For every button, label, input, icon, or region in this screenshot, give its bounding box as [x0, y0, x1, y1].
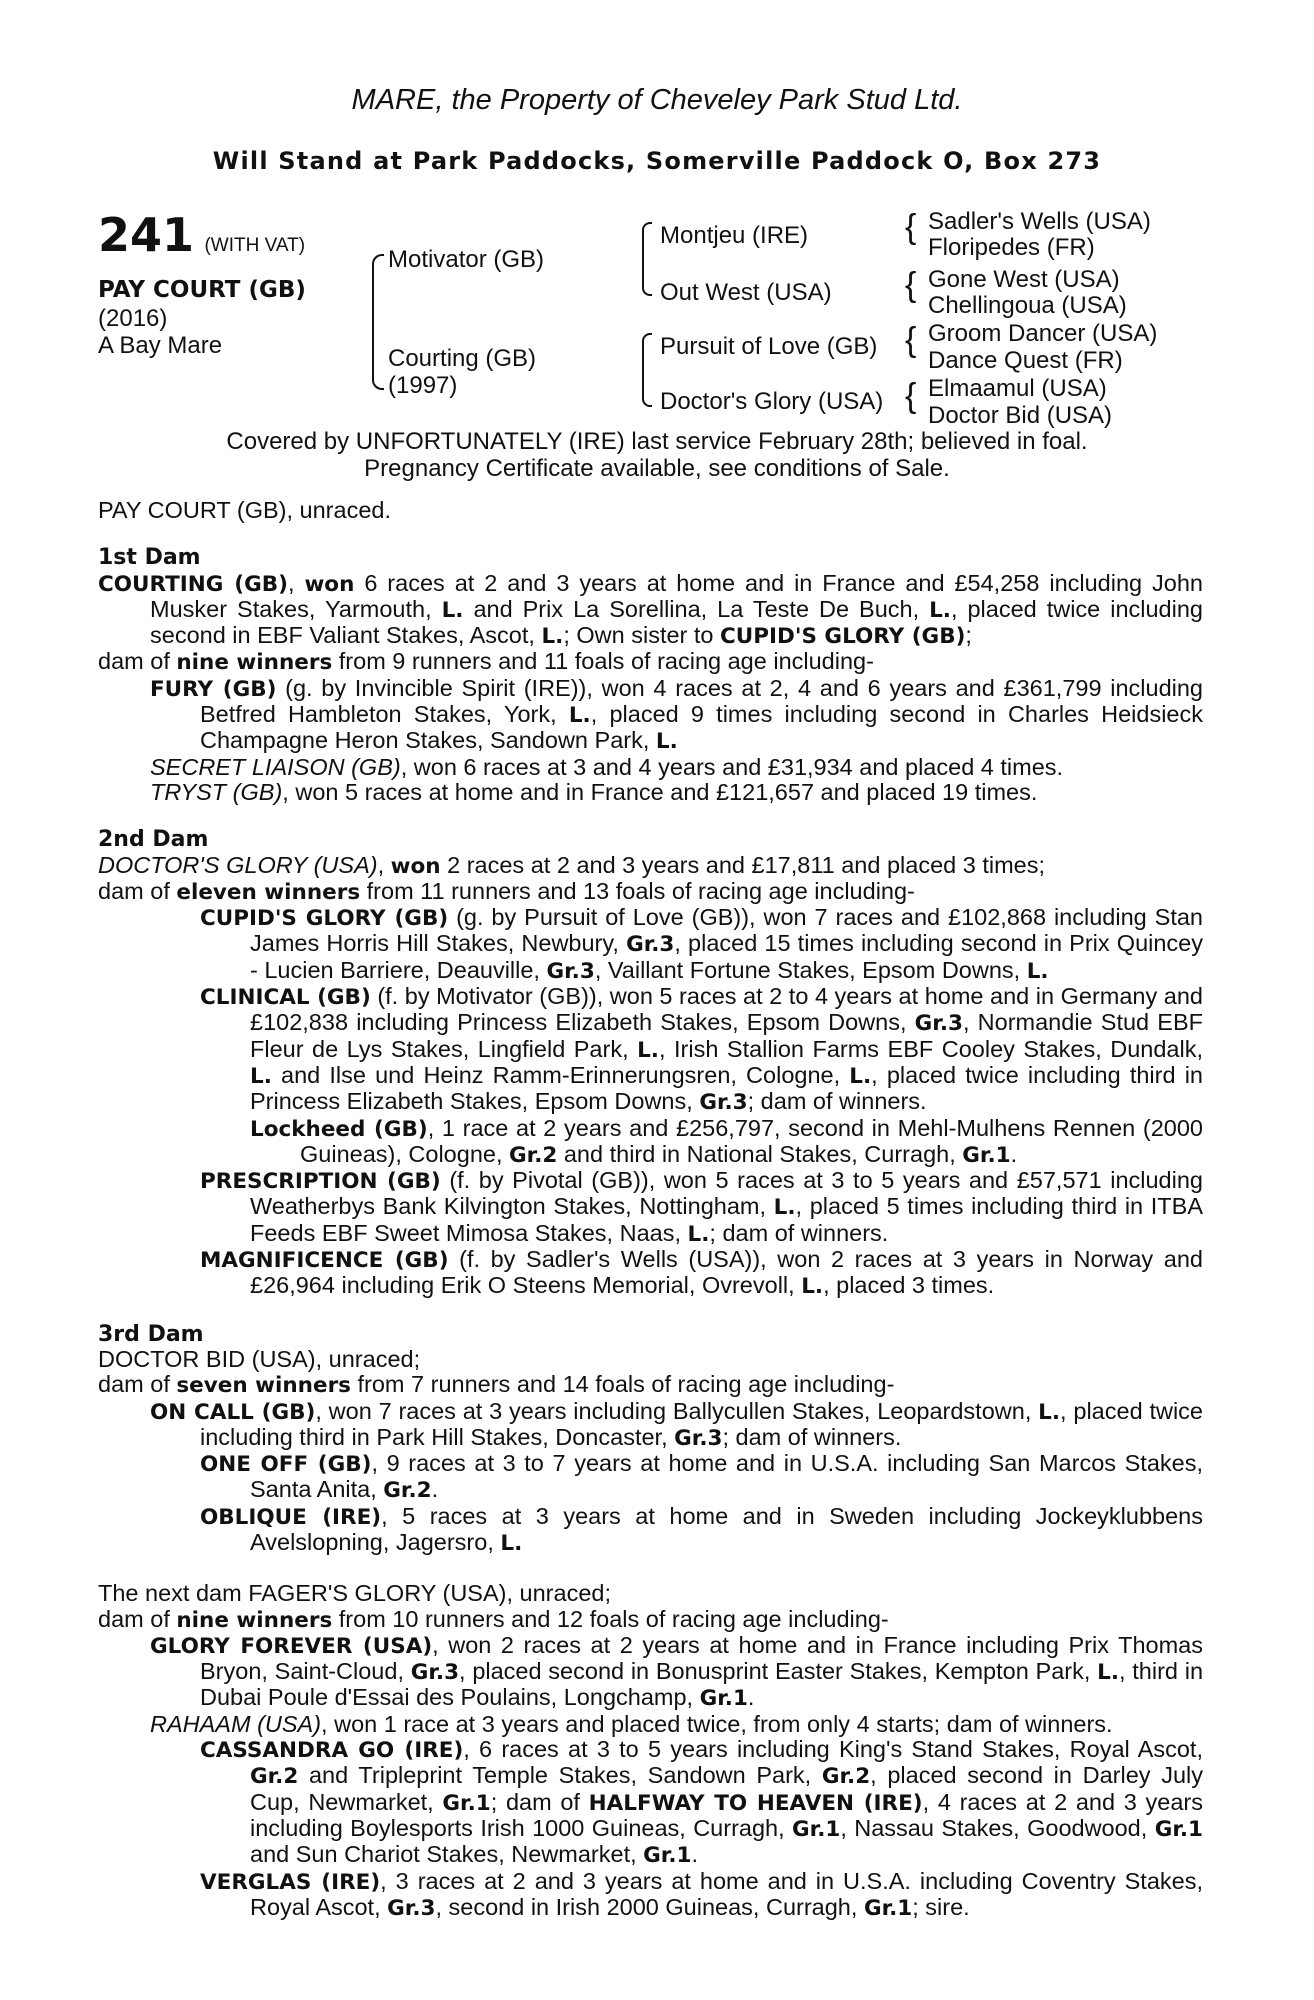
sire-bracket [372, 254, 384, 390]
brace: { [905, 321, 917, 359]
produce-magnificence: MAGNIFICENCE (GB) (f. by Sadler's Wells (USA)), won 2 races at 3 years in Norway and £26,964 including Erik O Steens Memorial, Ovrevoll, L., placed 3 times. [200, 1246, 1203, 1300]
produce-cupids-glory: CUPID'S GLORY (GB) (g. by Pursuit of Love (GB)), won 7 races and £102,868 including Stan James Horris Hill Stakes, Newbury, Gr.3, placed 15 times including second in Prix Quincey - Lucien Barriere, Deauville, Gr.3, Vaillant Fortune Stakes, Epsom Downs, L. [200, 904, 1203, 984]
catalogue-body [98, 498, 1203, 1921]
second-dam-line: DOCTOR'S GLORY (USA), won 2 races at 2 and 3 years and £17,811 and placed 3 times; [98, 851, 1046, 879]
pedigree-dam-year: (1997) [388, 372, 458, 399]
horse-name: PAY COURT (GB) [98, 277, 306, 303]
second-dam-heading: 2nd Dam [98, 827, 209, 853]
produce-tryst: TRYST (GB), won 5 races at home and in France and £121,657 and placed 19 times. [150, 778, 1038, 805]
brace: { [905, 377, 917, 415]
pedigree-ddd: Doctor Bid (USA) [928, 402, 1113, 429]
pedigree-sire: Motivator (GB) [388, 246, 545, 273]
pedigree-dds: Elmaamul (USA) [928, 375, 1107, 402]
ss-bracket [642, 222, 652, 296]
lot-header [98, 208, 305, 262]
lot-number: 241 [98, 208, 195, 262]
horse-year: (2016) [98, 305, 168, 332]
second-dam-produce-line: dam of eleven winners from 11 runners and 13 foals of racing age including- [98, 877, 915, 905]
intro-line: PAY COURT (GB), unraced. [98, 497, 391, 523]
produce-glory-forever: GLORY FOREVER (USA), won 2 races at 2 years at home and in France including Prix Thomas Bryon, Saint-Cloud, Gr.3, placed second in Bonusprint Easter Stakes, Kempton Park, L., third in Dubai Poule d'Essai des Poulains, Longchamp, Gr.1. [150, 1631, 1204, 1712]
first-dam-paragraph: COURTING (GB), won 6 races at 2 and 3 years at home and in France and £54,258 including John Musker Stakes, Yarmouth, L. and Prix La Sorellina, La Teste De Buch, L., placed twice including second in EBF Valiant Stakes, Ascot, L.; Own sister to CUPID'S GLORY (GB); [98, 569, 1203, 650]
location-line: Will Stand at Park Paddocks, Somerville Paddock O, Box 273 [212, 147, 1102, 175]
horse-description: A Bay Mare [98, 332, 223, 359]
produce-fury: FURY (GB) (g. by Invincible Spirit (IRE)), won 4 races at 2, 4 and 6 years and £361,799 including Betfred Hambleton Stakes, York, L., placed 9 times including second in Charles Heidsieck Champagne Heron Stakes, Sandown Park, L. [150, 674, 1204, 755]
produce-oblique: OBLIQUE (IRE), 5 races at 3 years at home and in Sweden including Jockeyklubbens Avelslopning, Jagersro, L. [200, 1502, 1203, 1556]
third-dam-produce-line: dam of seven winners from 7 runners and 14 foals of racing age including- [98, 1371, 895, 1399]
produce-one-off: ONE OFF (GB), 9 races at 3 to 7 years at home and in U.S.A. including San Marcos Stakes, Santa Anita, Gr.2. [200, 1450, 1204, 1504]
brace: { [905, 266, 917, 304]
pedigree-dam: Courting (GB) [388, 345, 537, 372]
pedigree-dsd: Dance Quest (FR) [928, 347, 1123, 374]
produce-secret-liaison: SECRET LIAISON (GB), won 6 races at 3 and 4 years and £31,934 and placed 4 times. [150, 753, 1064, 780]
pedigree-dam-sire: Pursuit of Love (GB) [660, 333, 878, 360]
pedigree-sire-dam: Out West (USA) [660, 279, 832, 306]
brace: { [905, 208, 917, 246]
pedigree-ssd: Floripedes (FR) [928, 234, 1095, 261]
page-title: MARE, the Property of Cheveley Park Stud Ltd. [351, 84, 963, 116]
third-dam-line: DOCTOR BID (USA), unraced; [98, 1345, 421, 1372]
produce-cassandra-go: CASSANDRA GO (IRE), 6 races at 3 to 5 years including King's Stand Stakes, Royal Ascot, Gr.2 and Tripleprint Temple Stakes, Sandown Park, Gr.2, placed second in Darley July Cup, Newmarket, Gr.1; dam of HALFWAY TO HEAVEN (IRE), 4 races at 2 and 3 years including Boylesports Irish 1000 Guineas, Curragh, Gr.1, Nassau Stakes, Goodwood, Gr.1 and Sun Chariot Stakes, Newmarket, Gr.1. [200, 1736, 1203, 1869]
third-dam-heading: 3rd Dam [98, 1321, 204, 1347]
next-dam-produce-line: dam of nine winners from 10 runners and 12 foals of racing age including- [98, 1605, 889, 1633]
produce-rahaam: RAHAAM (USA), won 1 race at 3 years and placed twice, from only 4 starts; dam of winners. [150, 1710, 1113, 1737]
next-dam-line: The next dam FAGER'S GLORY (USA), unraced; [98, 1580, 611, 1607]
pedigree-sdd: Chellingoua (USA) [928, 292, 1127, 319]
pedigree-sire-sire: Montjeu (IRE) [660, 222, 809, 249]
produce-on-call: ON CALL (GB), won 7 races at 3 years including Ballycullen Stakes, Leopardstown, L., placed twice including third in Park Hill Stakes, Doncaster, Gr.3; dam of winners. [150, 1397, 1203, 1451]
produce-verglas: VERGLAS (IRE), 3 races at 2 and 3 years at home and in U.S.A. including Coventry Stakes, Royal Ascot, Gr.3, second in Irish 2000 Guineas, Curragh, Gr.1; sire. [200, 1867, 1203, 1921]
pedigree-sds: Gone West (USA) [928, 266, 1120, 293]
produce-prescription: PRESCRIPTION (GB) (f. by Pivotal (GB)), won 5 races at 3 to 5 years and £57,571 including Weatherbys Bank Kilvington Stakes, Nottingham, L., placed 5 times including third in ITBA Feeds EBF Sweet Mimosa Stakes, Naas, L.; dam of winners. [200, 1167, 1203, 1247]
first-dam-produce-line: dam of nine winners from 9 runners and 11 foals of racing age including- [98, 648, 874, 676]
pedigree-dam-dam: Doctor's Glory (USA) [660, 388, 884, 415]
first-dam-heading: 1st Dam [98, 545, 201, 571]
vat-note: (WITH VAT) [204, 235, 306, 256]
produce-clinical: CLINICAL (GB) (f. by Motivator (GB)), won 5 races at 2 to 4 years at home and in Germany and £102,838 including Princess Elizabeth Stakes, Epsom Downs, Gr.3, Normandie Stud EBF Fleur de Lys Stakes, Lingfield Park, L., Irish Stallion Farms EBF Cooley Stakes, Dundalk, L. and Ilse und Heinz Ramm-Erinnerungsren, Cologne, L., placed twice including third in Princess Elizabeth Stakes, Epsom Downs, Gr.3; dam of winners. [200, 983, 1204, 1116]
pedigree-dss: Groom Dancer (USA) [928, 320, 1158, 347]
covering-note: Covered by UNFORTUNATELY (IRE) last service February 28th; believed in foal. [226, 428, 1088, 455]
pregnancy-note: Pregnancy Certificate available, see conditions of Sale. [364, 455, 950, 482]
ds-bracket [642, 333, 652, 407]
pedigree-sss: Sadler's Wells (USA) [928, 208, 1151, 235]
produce-lockheed: Lockheed (GB), 1 race at 2 years and £256,797, second in Mehl-Mulhens Rennen (2000 Guineas), Cologne, Gr.2 and third in National Stakes, Curragh, Gr.1. [250, 1114, 1203, 1168]
